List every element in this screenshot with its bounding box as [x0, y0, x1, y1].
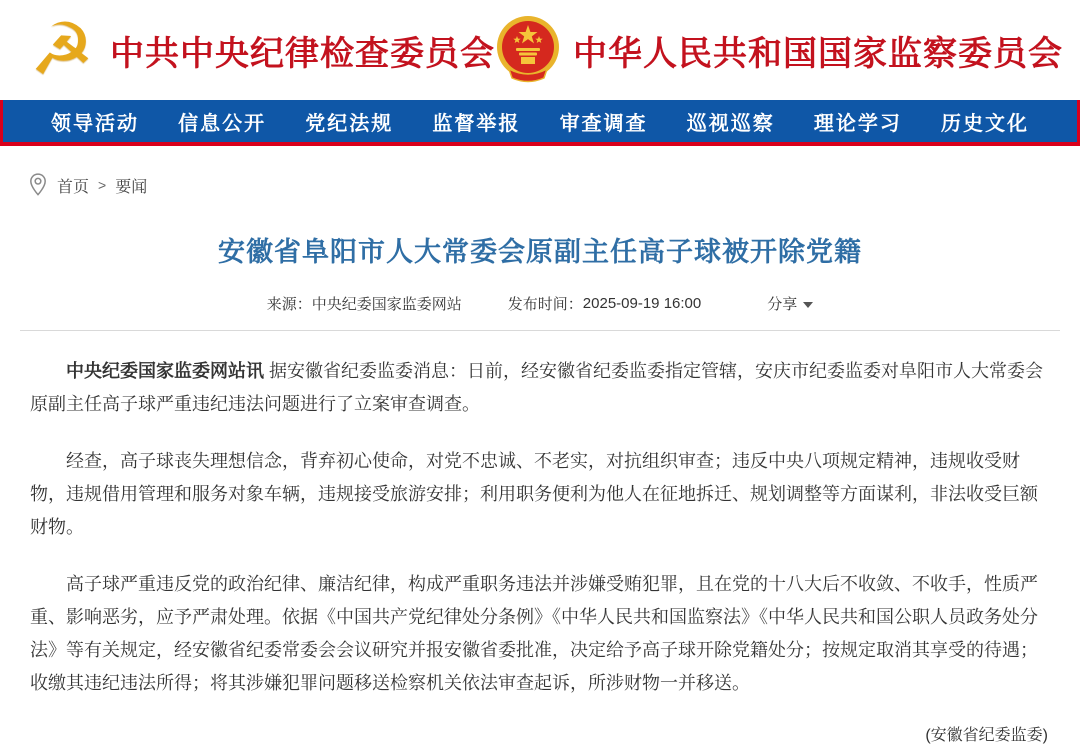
paragraph-3-text: 高子球严重违反党的政治纪律、廉洁纪律，构成严重职务违法并涉嫌受贿犯罪，且在党的十八大后不收敛、不收手，性质严重、影响恶劣，应予严肃处理。依据《中国共产党纪律处分条例》《中华人民共和国监察法》《中华人民共和国公职人员政务处分法》等有关规定，经安徽省纪委常委会会议研究并报安徽省委批准，决定给予高子球开除党籍处分；按规定取消其享受的待遇；收缴其违纪违法所得；将其涉嫌犯罪问题移送检察机关依法审查起诉，所涉财物一并移送。 — [30, 574, 1038, 693]
meta-divider — [20, 330, 1060, 331]
paragraph-2 — [30, 445, 1050, 544]
org-nsc-title: 中华人民共和国国家监察委员会 — [573, 33, 1063, 74]
article-meta — [0, 293, 1080, 314]
nav-item-leadership[interactable]: 领导活动 — [51, 112, 139, 135]
nav-item-history-culture[interactable]: 历史文化 — [940, 112, 1029, 135]
paragraph-2-text: 经查，高子球丧失理想信念，背弃初心使命，对党不忠诚、不老实，对抗组织审查；违反中央八项规定精神，违规收受财物，违规借用管理和服务对象车辆，违规接受旅游安排；利用职务便利为他人在征地拆迁、规划调整等方面谋利，非法收受巨额财物。 — [30, 451, 1038, 537]
source-label: 来源： — [266, 296, 312, 313]
paragraph-1 — [30, 355, 1050, 421]
share-label: 分享 — [767, 296, 798, 313]
national-emblem-icon — [495, 15, 561, 85]
nav-item-theory-study[interactable]: 理论学习 — [813, 112, 902, 135]
share-button[interactable] — [767, 293, 813, 314]
org-ccdi-title: 中共中央纪律检查委员会 — [110, 33, 495, 74]
site-header — [0, 0, 1080, 100]
main-nav — [0, 100, 1080, 146]
nav-item-supervision-report[interactable]: 监督举报 — [432, 112, 521, 135]
paragraph-1-text: 据安徽省纪委监委消息：日前，经安徽省纪委监委指定管辖，安庆市纪委监委对阜阳市人大常委会原副主任高子球严重违纪违法问题进行了立案审查调查。 — [30, 361, 1043, 414]
paragraph-3 — [30, 568, 1050, 700]
source-value: 中央纪委国家监委网站 — [311, 296, 462, 313]
nav-item-party-regulations[interactable]: 党纪法规 — [305, 112, 394, 135]
article-attribution: (安徽省纪委监委) — [925, 727, 1048, 744]
nav-item-review-investigation[interactable]: 审查调查 — [559, 112, 648, 135]
chevron-down-icon — [803, 302, 813, 308]
party-emblem-icon: ☭ — [29, 10, 95, 90]
main-nav-inner — [3, 100, 1077, 142]
nav-item-inspection[interactable]: 巡视巡察 — [686, 112, 775, 135]
org-ccdi-logo-link[interactable] — [26, 11, 495, 89]
breadcrumb-separator: > — [98, 177, 107, 193]
paragraph-1-lead: 中央纪委国家监委网站讯 — [66, 361, 264, 381]
publish-time-label: 发布时间： — [507, 296, 583, 313]
location-pin-icon — [28, 172, 48, 198]
nav-item-info-disclosure[interactable]: 信息公开 — [178, 112, 267, 135]
breadcrumb — [28, 172, 1080, 198]
breadcrumb-current[interactable]: 要闻 — [115, 178, 148, 196]
article-title: 安徽省阜阳市人大常委会原副主任高子球被开除党籍 — [218, 237, 862, 267]
article-body — [30, 355, 1050, 700]
publish-time-value: 2025-09-19 16:00 — [582, 295, 702, 312]
breadcrumb-home[interactable]: 首页 — [57, 178, 90, 196]
org-nsc-logo-link[interactable] — [495, 15, 1063, 85]
